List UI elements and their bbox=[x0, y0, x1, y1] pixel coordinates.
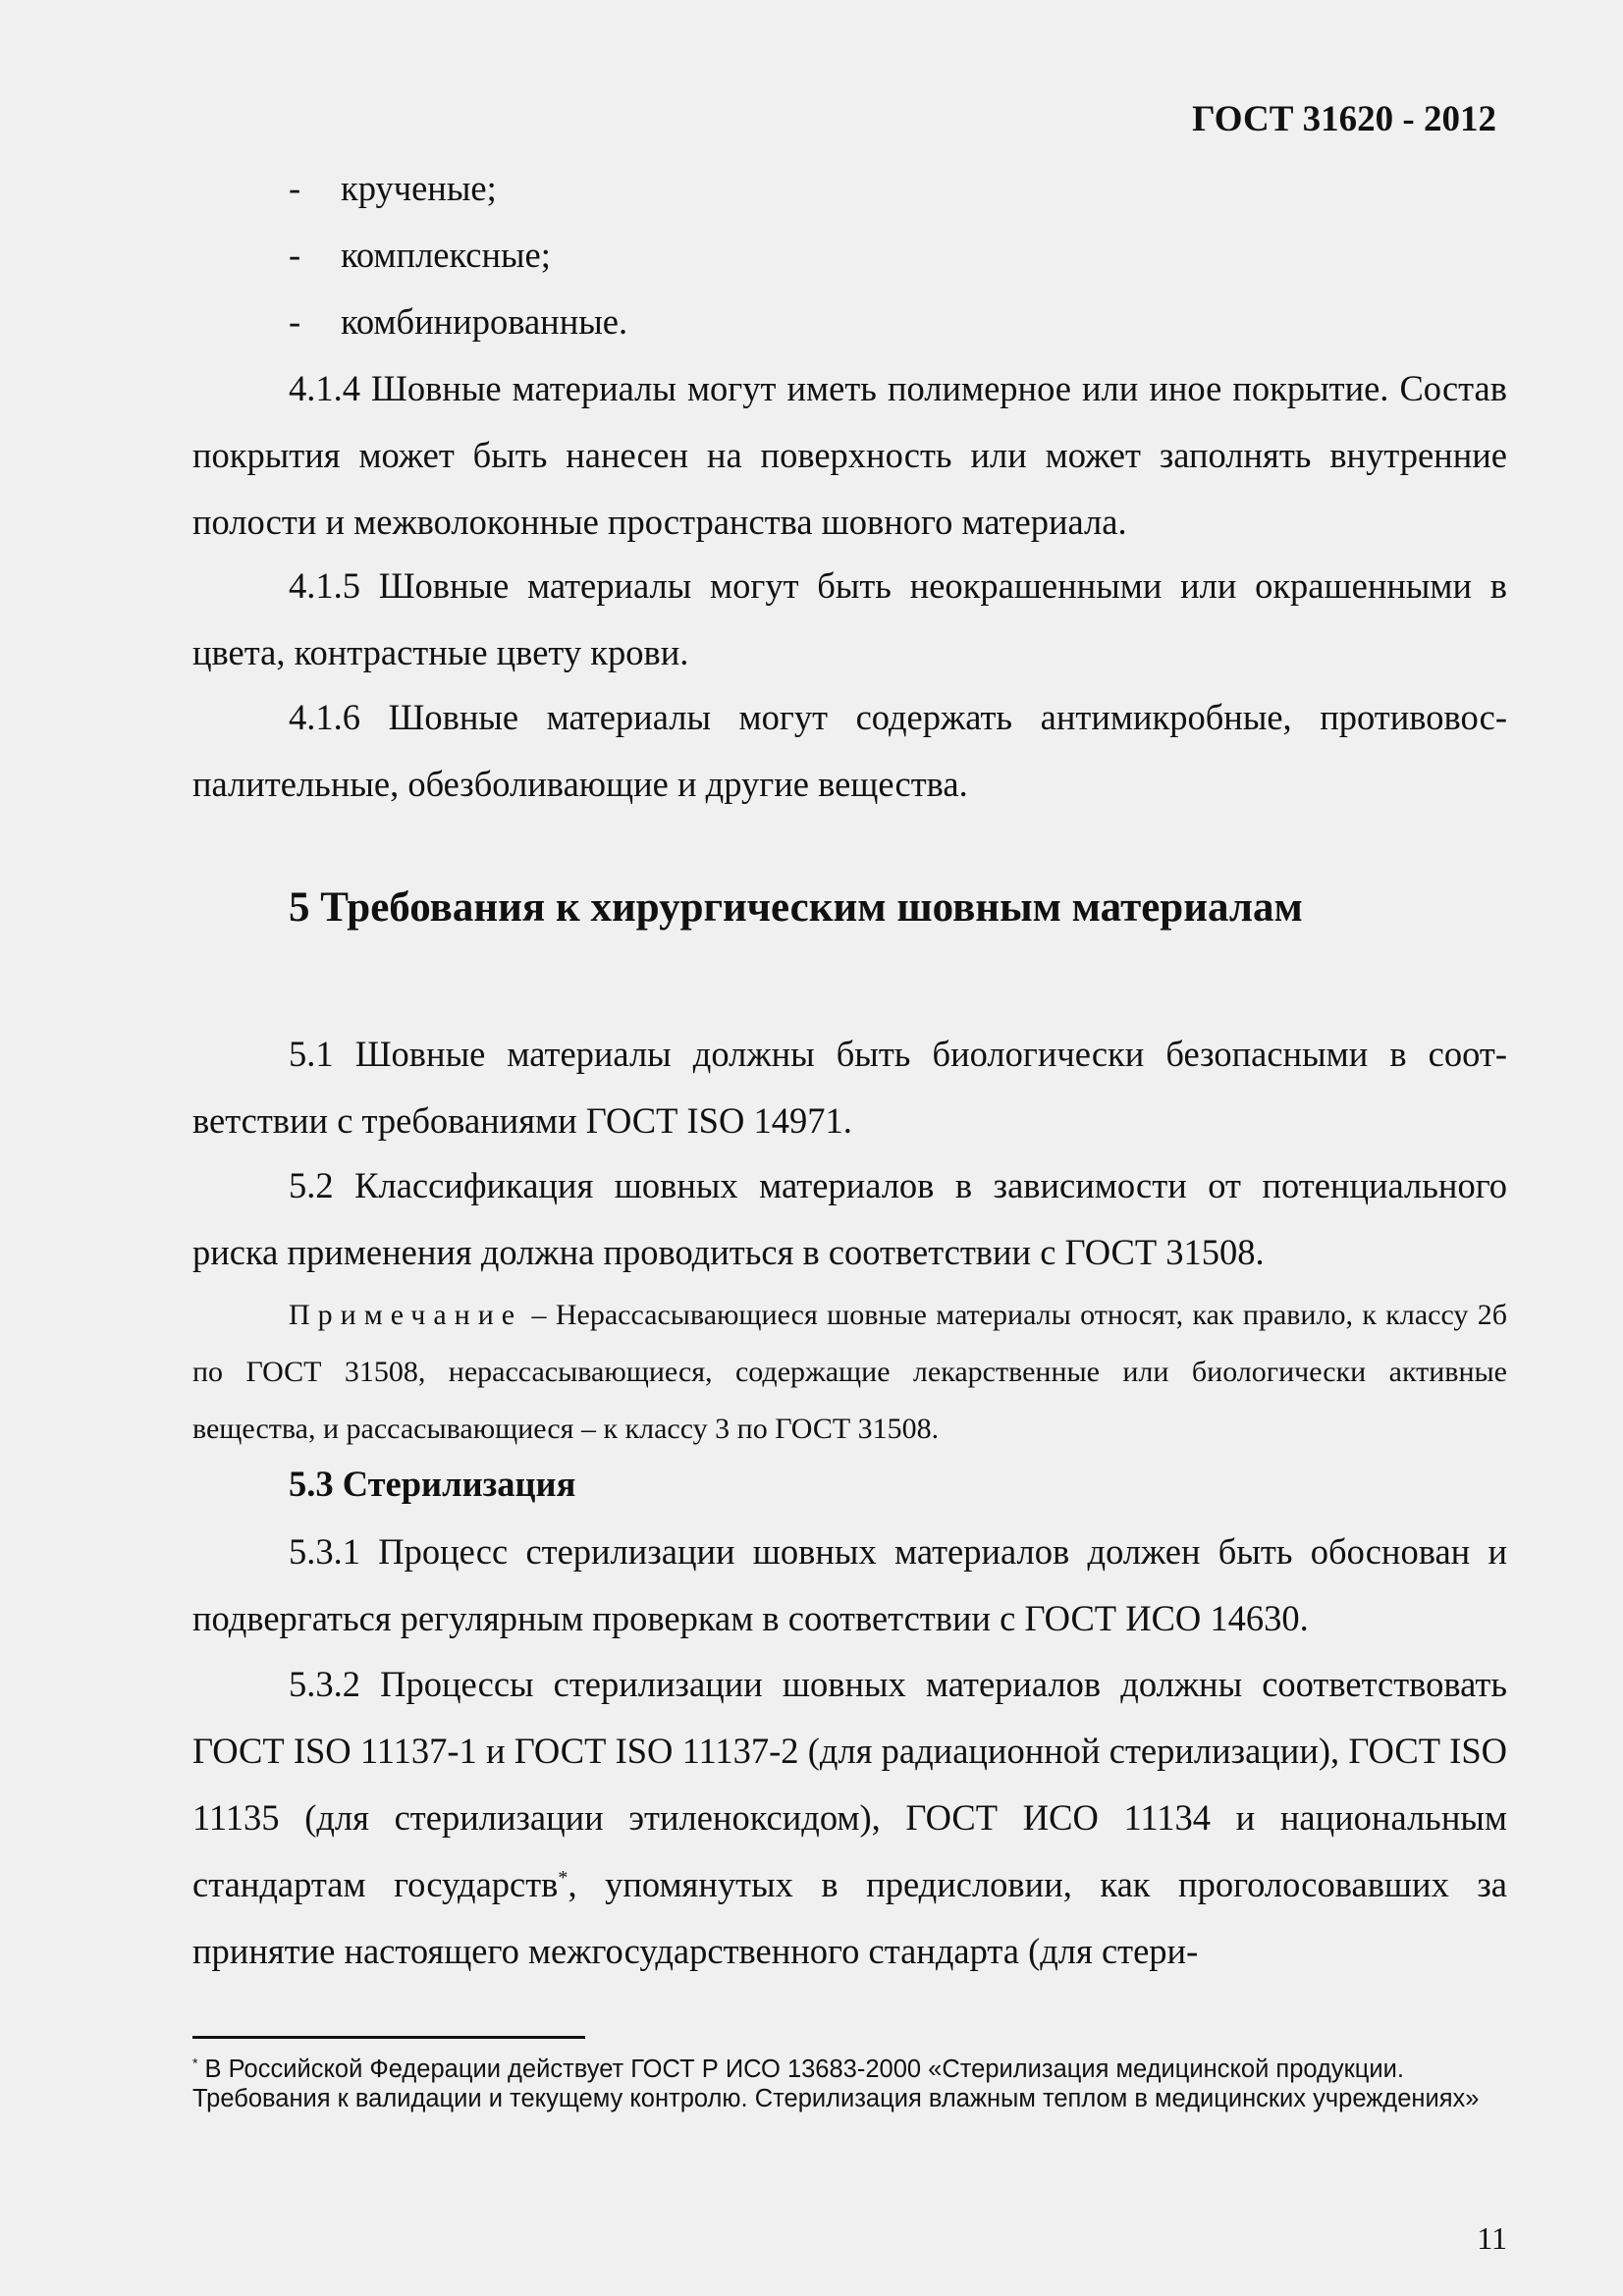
list-dash: - bbox=[289, 235, 301, 275]
paragraph-5-3-1: 5.3.1 Процесс стерилизации шовных материалов должен быть обоснован и подвергаться регулярным проверкам в соответствии с ГОСТ ИСО 14630. bbox=[192, 1531, 1507, 1638]
list-item bbox=[289, 167, 497, 209]
subsection-5-3-heading: 5.3 Стерилизация bbox=[289, 1464, 576, 1504]
paragraph-5-3-2-text-a: 5.3.2 Процессы стерилизации шовных материалов должны соответствовать ГОСТ ISO 11137-1 и ГОСТ ISO 11137-2 (для радиационной стерилизации), ГОСТ ISO 11135 (для стерилизации этиленоксидом), ГОСТ ИСО 11134 и национальным стандартам государств bbox=[192, 1664, 1507, 1904]
section-5-heading: 5 Требования к хирургическим шовным материалам bbox=[289, 884, 1303, 931]
footnote-text: В Российской Федерации действует ГОСТ Р ИСО 13683-2000 «Стерилизация медицинской продукции. Требования к валидации и текущему контролю. Стерилизация влажным теплом в медицинских учреждениях» bbox=[192, 2056, 1480, 2112]
paragraph-5-2: 5.2 Классификация шовных материалов в зависимости от потенциального риска применения должна проводиться в соответствии с ГОСТ 31508. bbox=[192, 1165, 1507, 1272]
note-label: Примечание bbox=[289, 1299, 523, 1331]
list-item bbox=[289, 300, 627, 343]
paragraph-4-1-5: 4.1.5 Шовные материалы могут быть неокрашенными или окрашенными в цвета, контрастные цвету крови. bbox=[192, 565, 1507, 672]
footnote bbox=[192, 2055, 1507, 2113]
note-text: – Нерассасывающиеся шовные материалы относят, как правило, к классу 2б по ГОСТ 31508, нерассасывающиеся, содержащие лекарственные или биологически активные вещества, и рассасывающиеся – к классу 3 по ГОСТ 31508. bbox=[192, 1299, 1507, 1445]
list-item-text: крученые; bbox=[341, 168, 497, 208]
document-header: ГОСТ 31620 - 2012 bbox=[1192, 99, 1496, 139]
footnote-mark: * bbox=[192, 2055, 198, 2071]
list-dash: - bbox=[289, 168, 301, 208]
list-item-text: комплексные; bbox=[341, 235, 551, 275]
paragraph-5-1: 5.1 Шовные материалы должны быть биологически безопасными в соответствии с требованиями ГОСТ ISO 14971. bbox=[192, 1034, 1507, 1141]
footnote-divider bbox=[192, 2036, 585, 2039]
paragraph-4-1-4: 4.1.4 Шовные материалы могут иметь полимерное или иное покрытие. Состав покрытия может быть нанесен на поверхность или может заполнять внутренние полости и межволоконные пространства шовного материала. bbox=[192, 368, 1507, 542]
paragraph-5-3-2-text-b: , упомянутых в предисловии, как проголосовавших за принятие настоящего межгосударственного стандарта (для стери- bbox=[192, 1864, 1507, 1971]
note-paragraph bbox=[192, 1287, 1507, 1458]
page-number: 11 bbox=[1477, 2220, 1507, 2256]
list-item-text: комбинированные. bbox=[341, 301, 628, 342]
paragraph-5-3-2 bbox=[192, 1651, 1507, 1985]
list-item bbox=[289, 234, 551, 276]
paragraph-4-1-6: 4.1.6 Шовные материалы могут содержать антимикробные, противовоспалительные, обезболивающие и другие вещества. bbox=[192, 697, 1507, 804]
footnote-reference[interactable]: * bbox=[558, 1866, 568, 1889]
list-dash: - bbox=[289, 301, 301, 342]
